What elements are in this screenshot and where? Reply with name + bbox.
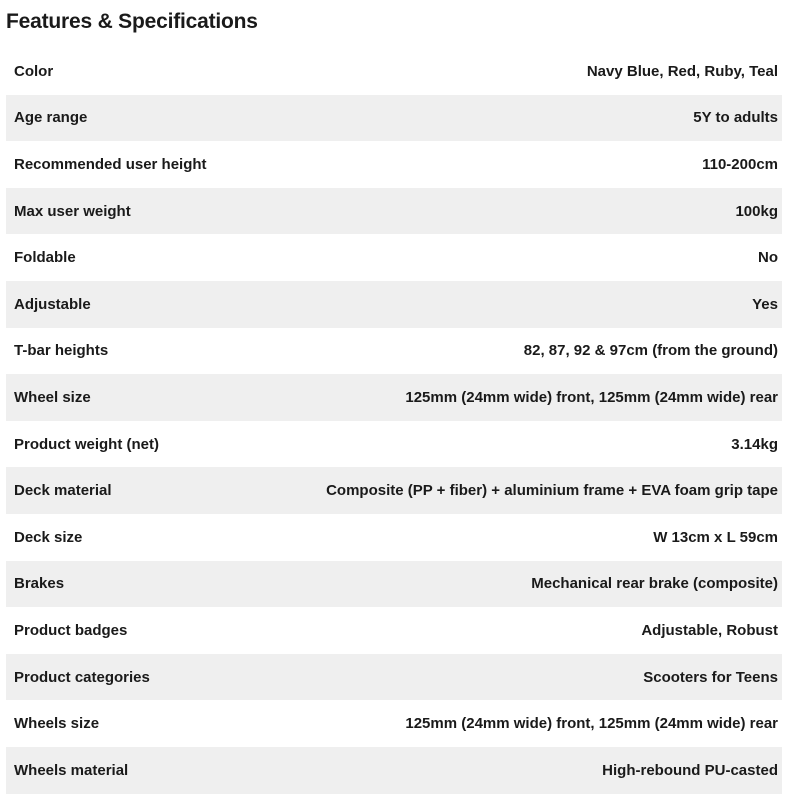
spec-row-wheel-size [6, 374, 782, 421]
spec-value: 125mm (24mm wide) front, 125mm (24mm wide) rear [405, 388, 778, 406]
spec-row-max-user-weight [6, 188, 782, 235]
spec-label: Wheels size [14, 715, 100, 733]
spec-row-brakes [6, 561, 782, 608]
spec-value: High-rebound PU-casted [602, 761, 778, 779]
spec-label: Max user weight [14, 202, 131, 220]
spec-value: Adjustable, Robust [641, 621, 778, 639]
spec-label: Deck size [14, 528, 83, 546]
spec-label: Foldable [14, 249, 76, 267]
spec-label: Deck material [14, 482, 112, 500]
specifications-table [6, 48, 782, 794]
spec-value: 3.14kg [731, 435, 778, 453]
spec-value: 5Y to adults [693, 109, 778, 127]
spec-label: Product weight (net) [14, 435, 159, 453]
spec-value: Scooters for Teens [643, 668, 778, 686]
spec-value: Navy Blue, Red, Ruby, Teal [586, 62, 778, 80]
spec-row-product-badges [6, 607, 782, 654]
spec-value: 110-200cm [702, 155, 778, 173]
spec-value: W 13cm x L 59cm [653, 528, 778, 546]
spec-label: Product categories [14, 668, 150, 686]
spec-label: Color [14, 62, 54, 80]
spec-label: Wheel size [14, 388, 91, 406]
spec-value: 125mm (24mm wide) front, 125mm (24mm wide) rear [405, 715, 778, 733]
spec-row-adjustable [6, 281, 782, 328]
spec-value: 82, 87, 92 & 97cm (from the ground) [523, 342, 778, 360]
spec-value: Mechanical rear brake (composite) [531, 575, 778, 593]
spec-label: Brakes [14, 575, 65, 593]
spec-row-t-bar-heights [6, 328, 782, 375]
spec-label: Age range [14, 109, 88, 127]
spec-row-wheels-size [6, 700, 782, 747]
spec-row-deck-size [6, 514, 782, 561]
spec-row-product-categories [6, 654, 782, 701]
spec-row-color [6, 48, 782, 95]
spec-row-deck-material [6, 467, 782, 514]
spec-value: 100kg [735, 202, 778, 220]
spec-value: Yes [752, 295, 778, 313]
spec-value: Composite (PP + fiber) + aluminium frame + EVA foam grip tape [326, 482, 778, 500]
spec-label: Recommended user height [14, 155, 207, 173]
spec-label: Product badges [14, 621, 128, 639]
spec-row-recommended-user-height [6, 141, 782, 188]
spec-row-product-weight [6, 421, 782, 468]
spec-label: Wheels material [14, 761, 129, 779]
spec-label: T-bar heights [14, 342, 109, 360]
spec-row-foldable [6, 234, 782, 281]
spec-label: Adjustable [14, 295, 91, 313]
section-title: Features & Specifications [6, 10, 258, 33]
spec-row-age-range [6, 95, 782, 142]
spec-value: No [758, 249, 778, 267]
spec-row-wheels-material [6, 747, 782, 794]
